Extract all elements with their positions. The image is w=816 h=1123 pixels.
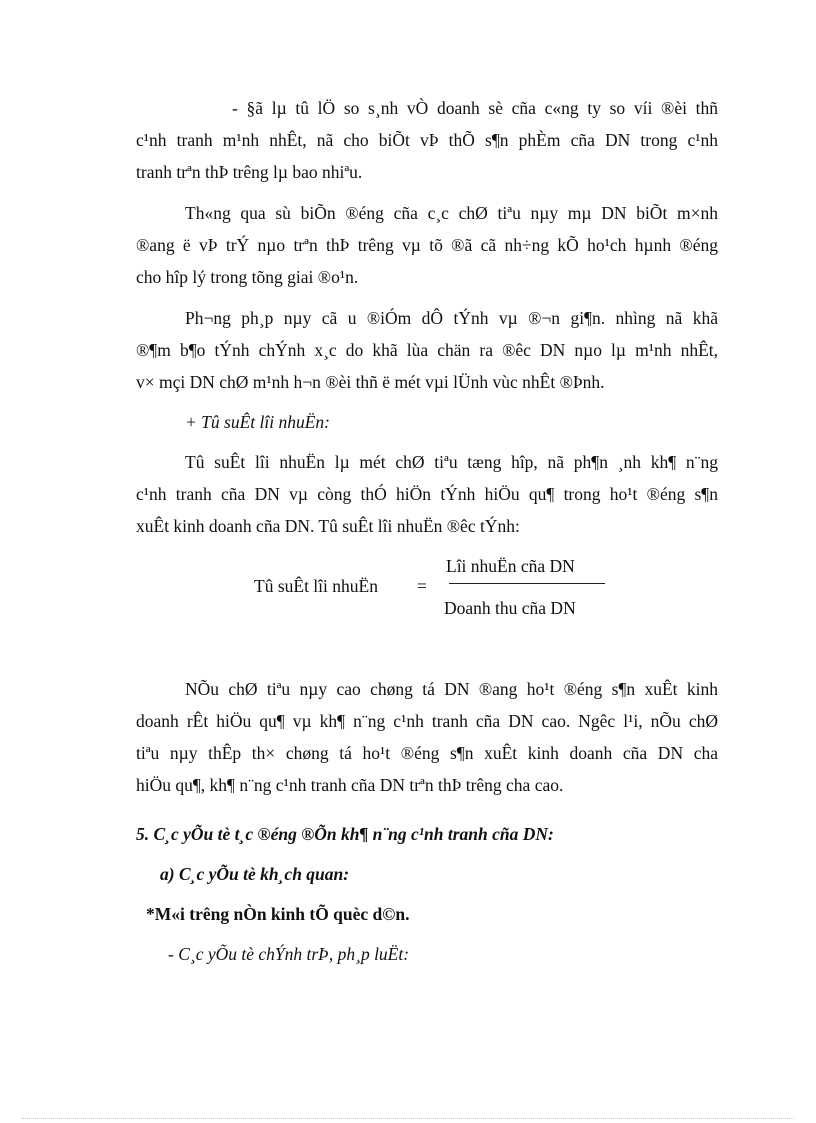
text-line: tranh trªn thÞ trêng lµ bao nhiªu. <box>136 162 363 182</box>
text-line: ®ang ë vÞ trÝ nµo trªn thÞ trêng vµ tõ ®ã cã nh÷ng kÕ ho¹ch hµnh ®éng <box>136 235 718 255</box>
text-line: Ph¬ng ph¸p nµy cã u ®iÓm dÔ tÝnh vµ ®¬n gi¶n. nhìng nã khã <box>185 308 718 328</box>
text-line: c¹nh tranh m¹nh nhÊt, nã cho biÕt vÞ thÕ s¶n phÈm cña DN trong c¹nh <box>136 130 718 150</box>
page-bottom-border <box>22 1118 794 1119</box>
formula-numerator: Lîi nhuËn cña DN <box>446 556 575 576</box>
text-line: c¹nh tranh cña DN vµ còng thÓ hiÖn tÝnh hiÖu qu¶ trong ho¹t ®éng s¶n <box>136 484 718 504</box>
subheading: + Tû suÊt lîi nhuËn: <box>185 412 331 432</box>
text-line: xuÊt kinh doanh cña DN. Tû suÊt lîi nhuËn ®êc tÝnh: <box>136 516 520 536</box>
text-line: Th«ng qua sù biÕn ®éng cña c¸c chØ tiªu nµy mµ DN biÕt m×nh <box>185 203 718 223</box>
text-line: cho hîp lý trong tõng giai ®o¹n. <box>136 267 359 287</box>
text-line: - §ã lµ tû lÖ so s¸nh vÒ doanh sè cña c«ng ty so víi ®èi thñ <box>232 98 718 118</box>
topic-subheading: - C¸c yÕu tè chÝnh trÞ, ph¸p luËt: <box>168 944 410 964</box>
subsection-heading: a) C¸c yÕu tè kh¸ch quan: <box>160 864 350 884</box>
fraction-bar <box>449 583 605 584</box>
formula-denominator: Doanh thu cña DN <box>444 598 576 618</box>
text-line: ®¶m b¶o tÝnh chÝnh x¸c do khã lùa chän ra ®êc DN nµo lµ m¹nh nhÊt, <box>136 340 718 360</box>
topic-heading: *M«i trêng nÒn kinh tÕ quèc d©n. <box>146 904 410 924</box>
formula-lhs: Tû suÊt lîi nhuËn <box>254 576 378 596</box>
text-line: NÕu chØ tiªu nµy cao chøng tá DN ®ang ho¹t ®éng s¶n xuÊt kinh <box>185 679 718 699</box>
text-line: hiÖu qu¶, kh¶ n¨ng c¹nh tranh cña DN trªn thÞ trêng cha cao. <box>136 775 564 795</box>
section-heading: 5. C¸c yÕu tè t¸c ®éng ®Õn kh¶ n¨ng c¹nh tranh cña DN: <box>136 824 554 844</box>
text-line: v× mçi DN chØ m¹nh h¬n ®èi thñ ë mét vµi lÜnh vùc nhÊt ®Þnh. <box>136 372 605 392</box>
formula-equals: = <box>417 576 427 596</box>
text-line: tiªu nµy thÊp th× chøng tá ho¹t ®éng s¶n xuÊt kinh doanh cña DN cha <box>136 743 718 763</box>
text-line: Tû suÊt lîi nhuËn lµ mét chØ tiªu tæng hîp, nã ph¶n ¸nh kh¶ n¨ng <box>185 452 718 472</box>
text-line: doanh rÊt hiÖu qu¶ vµ kh¶ n¨ng c¹nh tranh cña DN cao. Ngêc l¹i, nÕu chØ <box>136 711 718 731</box>
